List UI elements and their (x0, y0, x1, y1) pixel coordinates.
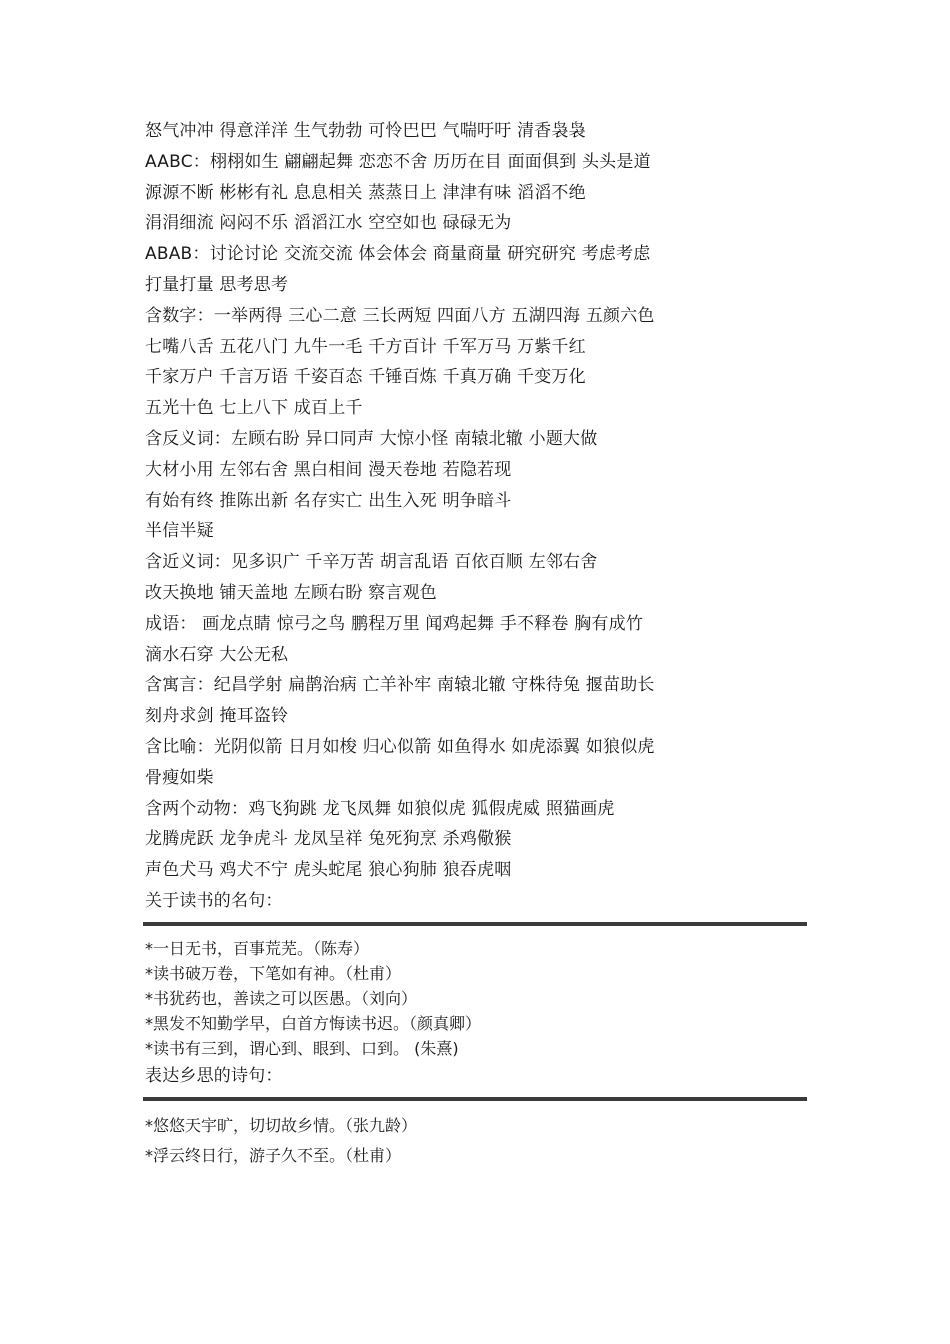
idiom-line: 含两个动物：鸡飞狗跳 龙飞凤舞 如狼似虎 狐假虎威 照猫画虎 (145, 798, 615, 819)
document-content (145, 116, 810, 1171)
reading-quote: *书犹药也，善读之可以医愚。（刘向） (145, 988, 418, 1008)
idiom-line: 含近义词：见多识广 千辛万苦 胡言乱语 百依百顺 左邻右舍 (145, 552, 598, 573)
homesick-quote: *浮云终日行，游子久不至。（杜甫） (145, 1145, 402, 1165)
reading-quote: *读书有三到，谓心到、眼到、口到。 (朱熹) (145, 1038, 459, 1058)
reading-quote: *读书破万卷，下笔如有神。（杜甫） (145, 963, 402, 983)
idiom-line: ABAB：讨论讨论 交流交流 体会体会 商量商量 研究研究 考虑考虑 (145, 244, 651, 265)
idiom-line: 五光十色 七上八下 成百上千 (145, 398, 363, 419)
reading-heading: 关于读书的名句： (145, 890, 283, 911)
idiom-line: 含寓言：纪昌学射 扁鹊治病 亡羊补牢 南辕北辙 守株待兔 揠苗助长 (145, 675, 655, 696)
idiom-line: AABC：栩栩如生 翩翩起舞 恋恋不舍 历历在目 面面俱到 头头是道 (145, 151, 651, 172)
idiom-line: 龙腾虎跃 龙争虎斗 龙凤呈祥 兔死狗烹 杀鸡儆猴 (145, 829, 512, 850)
idiom-line: 滴水石穿 大公无私 (145, 644, 289, 665)
idiom-line: 千家万户 千言万语 千姿百态 千锤百炼 千真万确 千变万化 (145, 367, 586, 388)
idiom-line: 涓涓细流 闷闷不乐 滔滔江水 空空如也 碌碌无为 (145, 213, 512, 234)
idiom-line: 源源不断 彬彬有礼 息息相关 蒸蒸日上 津津有味 滔滔不绝 (145, 182, 586, 203)
reading-quote: *一日无书，百事荒芜。（陈寿） (145, 938, 370, 958)
idiom-line: 含反义词：左顾右盼 异口同声 大惊小怪 南辕北辙 小题大做 (145, 428, 598, 449)
homesick-heading: 表达乡思的诗句： (145, 1065, 283, 1086)
reading-quote: *黑发不知勤学早，白首方悔读书迟。（颜真卿） (145, 1013, 482, 1033)
idiom-line: 怒气冲冲 得意洋洋 生气勃勃 可怜巴巴 气喘吁吁 清香袅袅 (145, 121, 586, 141)
idiom-line: 声色犬马 鸡犬不宁 虎头蛇尾 狼心狗肺 狼吞虎咽 (145, 860, 512, 881)
idiom-line: 含比喻：光阴似箭 日月如梭 归心似箭 如鱼得水 如虎添翼 如狼似虎 (145, 736, 655, 757)
idiom-line: 有始有终 推陈出新 名存实亡 出生入死 明争暗斗 (145, 490, 512, 511)
idiom-line: 成语： 画龙点睛 惊弓之鸟 鹏程万里 闻鸡起舞 手不释卷 胸有成竹 (145, 613, 644, 634)
section-divider (143, 922, 807, 926)
idiom-line: 含数字：一举两得 三心二意 三长两短 四面八方 五湖四海 五颜六色 (145, 305, 655, 326)
idiom-line: 半信半疑 (145, 521, 214, 542)
idiom-line: 七嘴八舌 五花八门 九牛一毛 千方百计 千军万马 万紫千红 (145, 336, 586, 357)
homesick-quote: *悠悠天宇旷，切切故乡情。（张九龄） (145, 1115, 418, 1135)
idiom-line: 改天换地 铺天盖地 左顾右盼 察言观色 (145, 582, 438, 603)
idiom-line: 打量打量 思考思考 (145, 274, 289, 295)
idiom-line: 大材小用 左邻右舍 黑白相间 漫天卷地 若隐若现 (145, 459, 512, 480)
idiom-line: 骨瘦如柴 (145, 767, 214, 788)
idiom-line: 刻舟求剑 掩耳盗铃 (145, 706, 289, 727)
section-divider (143, 1097, 807, 1101)
